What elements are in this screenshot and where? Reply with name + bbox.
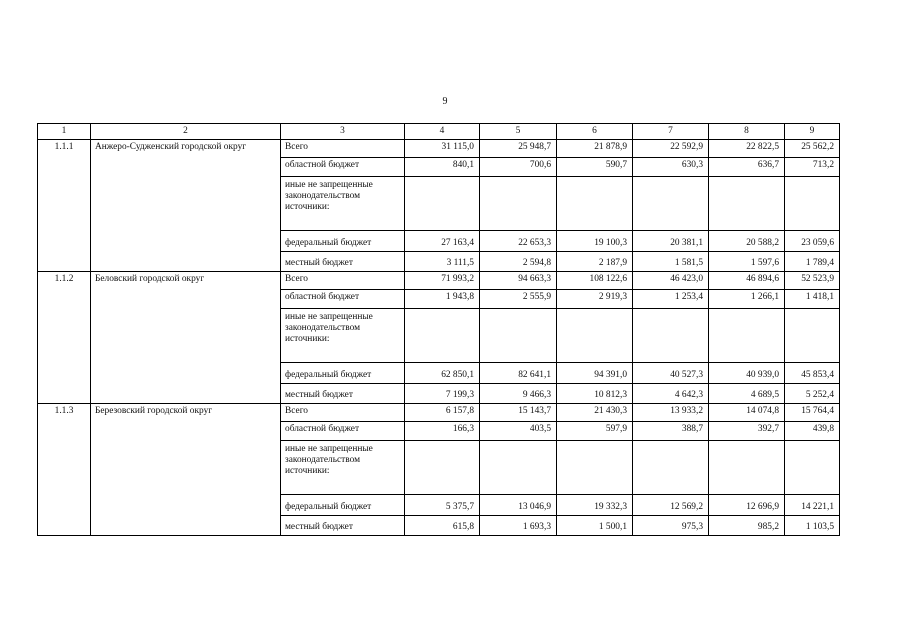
funding-source-label: областной бюджет <box>281 158 405 177</box>
value-cell <box>480 177 557 231</box>
funding-source-label: Всего <box>281 140 405 158</box>
value-cell <box>785 309 840 363</box>
value-cell: 1 789,4 <box>785 252 840 272</box>
value-cell: 46 894,6 <box>709 272 785 290</box>
value-cell: 20 381,1 <box>633 231 709 252</box>
value-cell: 13 046,9 <box>480 495 557 516</box>
value-cell: 975,3 <box>633 516 709 536</box>
table-row <box>38 140 840 158</box>
value-cell: 392,7 <box>709 422 785 441</box>
value-cell: 2 187,9 <box>557 252 633 272</box>
value-cell: 23 059,6 <box>785 231 840 252</box>
funding-source-label: местный бюджет <box>281 516 405 536</box>
value-cell: 15 764,4 <box>785 404 840 422</box>
value-cell: 21 430,3 <box>557 404 633 422</box>
value-cell: 27 163,4 <box>405 231 480 252</box>
funding-source-label: местный бюджет <box>281 384 405 404</box>
value-cell: 2 555,9 <box>480 290 557 309</box>
value-cell: 40 527,3 <box>633 363 709 384</box>
value-cell: 1 581,5 <box>633 252 709 272</box>
value-cell: 21 878,9 <box>557 140 633 158</box>
value-cell: 9 466,3 <box>480 384 557 404</box>
value-cell: 1 266,1 <box>709 290 785 309</box>
value-cell: 1 418,1 <box>785 290 840 309</box>
header-cell: 8 <box>709 124 785 140</box>
value-cell <box>785 441 840 495</box>
value-cell: 439,8 <box>785 422 840 441</box>
budget-table <box>37 123 840 536</box>
header-row <box>38 124 840 140</box>
value-cell <box>785 177 840 231</box>
value-cell: 22 653,3 <box>480 231 557 252</box>
value-cell: 62 850,1 <box>405 363 480 384</box>
value-cell: 1 103,5 <box>785 516 840 536</box>
value-cell <box>709 309 785 363</box>
funding-source-label: федеральный бюджет <box>281 231 405 252</box>
item-code: 1.1.1 <box>38 140 91 272</box>
value-cell: 13 933,2 <box>633 404 709 422</box>
header-cell: 1 <box>38 124 91 140</box>
value-cell: 31 115,0 <box>405 140 480 158</box>
value-cell: 1 253,4 <box>633 290 709 309</box>
value-cell: 12 569,2 <box>633 495 709 516</box>
value-cell: 94 663,3 <box>480 272 557 290</box>
value-cell: 15 143,7 <box>480 404 557 422</box>
value-cell: 19 332,3 <box>557 495 633 516</box>
value-cell: 71 993,2 <box>405 272 480 290</box>
value-cell: 108 122,6 <box>557 272 633 290</box>
value-cell: 25 562,2 <box>785 140 840 158</box>
value-cell: 713,2 <box>785 158 840 177</box>
value-cell: 1 693,3 <box>480 516 557 536</box>
item-code: 1.1.2 <box>38 272 91 404</box>
value-cell: 985,2 <box>709 516 785 536</box>
value-cell: 52 523,9 <box>785 272 840 290</box>
funding-source-label: федеральный бюджет <box>281 363 405 384</box>
district-name: Березовский городской округ <box>91 404 281 536</box>
funding-source-label: областной бюджет <box>281 422 405 441</box>
value-cell: 700,6 <box>480 158 557 177</box>
value-cell: 7 199,3 <box>405 384 480 404</box>
value-cell: 2 919,3 <box>557 290 633 309</box>
value-cell: 3 111,5 <box>405 252 480 272</box>
value-cell: 25 948,7 <box>480 140 557 158</box>
value-cell <box>633 177 709 231</box>
header-cell: 7 <box>633 124 709 140</box>
value-cell: 615,8 <box>405 516 480 536</box>
value-cell <box>633 441 709 495</box>
value-cell: 630,3 <box>633 158 709 177</box>
header-cell: 3 <box>281 124 405 140</box>
value-cell: 597,9 <box>557 422 633 441</box>
value-cell: 46 423,0 <box>633 272 709 290</box>
value-cell <box>480 309 557 363</box>
table-body <box>38 140 840 536</box>
value-cell: 22 822,5 <box>709 140 785 158</box>
page-number: 9 <box>442 96 448 107</box>
value-cell: 2 594,8 <box>480 252 557 272</box>
value-cell <box>709 177 785 231</box>
value-cell: 10 812,3 <box>557 384 633 404</box>
funding-source-label: федеральный бюджет <box>281 495 405 516</box>
header-cell: 4 <box>405 124 480 140</box>
table-row <box>38 404 840 422</box>
value-cell: 20 588,2 <box>709 231 785 252</box>
funding-source-label: Всего <box>281 404 405 422</box>
value-cell: 4 642,3 <box>633 384 709 404</box>
value-cell: 840,1 <box>405 158 480 177</box>
header-cell: 6 <box>557 124 633 140</box>
value-cell: 94 391,0 <box>557 363 633 384</box>
value-cell: 5 375,7 <box>405 495 480 516</box>
item-code: 1.1.3 <box>38 404 91 536</box>
value-cell <box>405 309 480 363</box>
funding-source-label: Всего <box>281 272 405 290</box>
value-cell: 1 597,6 <box>709 252 785 272</box>
value-cell: 22 592,9 <box>633 140 709 158</box>
value-cell <box>405 441 480 495</box>
value-cell: 5 252,4 <box>785 384 840 404</box>
value-cell <box>480 441 557 495</box>
value-cell: 6 157,8 <box>405 404 480 422</box>
district-name: Анжеро-Судженский городской округ <box>91 140 281 272</box>
value-cell <box>557 309 633 363</box>
funding-source-label: иные не запрещенные законодательством источники: <box>281 177 405 231</box>
value-cell <box>557 441 633 495</box>
table-row <box>38 272 840 290</box>
value-cell <box>709 441 785 495</box>
header-cell: 5 <box>480 124 557 140</box>
value-cell: 166,3 <box>405 422 480 441</box>
value-cell: 590,7 <box>557 158 633 177</box>
value-cell: 45 853,4 <box>785 363 840 384</box>
header-cell: 2 <box>91 124 281 140</box>
value-cell: 388,7 <box>633 422 709 441</box>
value-cell: 12 696,9 <box>709 495 785 516</box>
header-cell: 9 <box>785 124 840 140</box>
district-name: Беловский городской округ <box>91 272 281 404</box>
value-cell <box>557 177 633 231</box>
value-cell: 1 500,1 <box>557 516 633 536</box>
value-cell: 636,7 <box>709 158 785 177</box>
value-cell: 19 100,3 <box>557 231 633 252</box>
funding-source-label: местный бюджет <box>281 252 405 272</box>
funding-source-label: иные не запрещенные законодательством источники: <box>281 309 405 363</box>
value-cell: 14 221,1 <box>785 495 840 516</box>
value-cell <box>633 309 709 363</box>
funding-source-label: областной бюджет <box>281 290 405 309</box>
value-cell: 4 689,5 <box>709 384 785 404</box>
value-cell: 82 641,1 <box>480 363 557 384</box>
value-cell: 40 939,0 <box>709 363 785 384</box>
value-cell <box>405 177 480 231</box>
value-cell: 1 943,8 <box>405 290 480 309</box>
value-cell: 14 074,8 <box>709 404 785 422</box>
value-cell: 403,5 <box>480 422 557 441</box>
funding-source-label: иные не запрещенные законодательством источники: <box>281 441 405 495</box>
